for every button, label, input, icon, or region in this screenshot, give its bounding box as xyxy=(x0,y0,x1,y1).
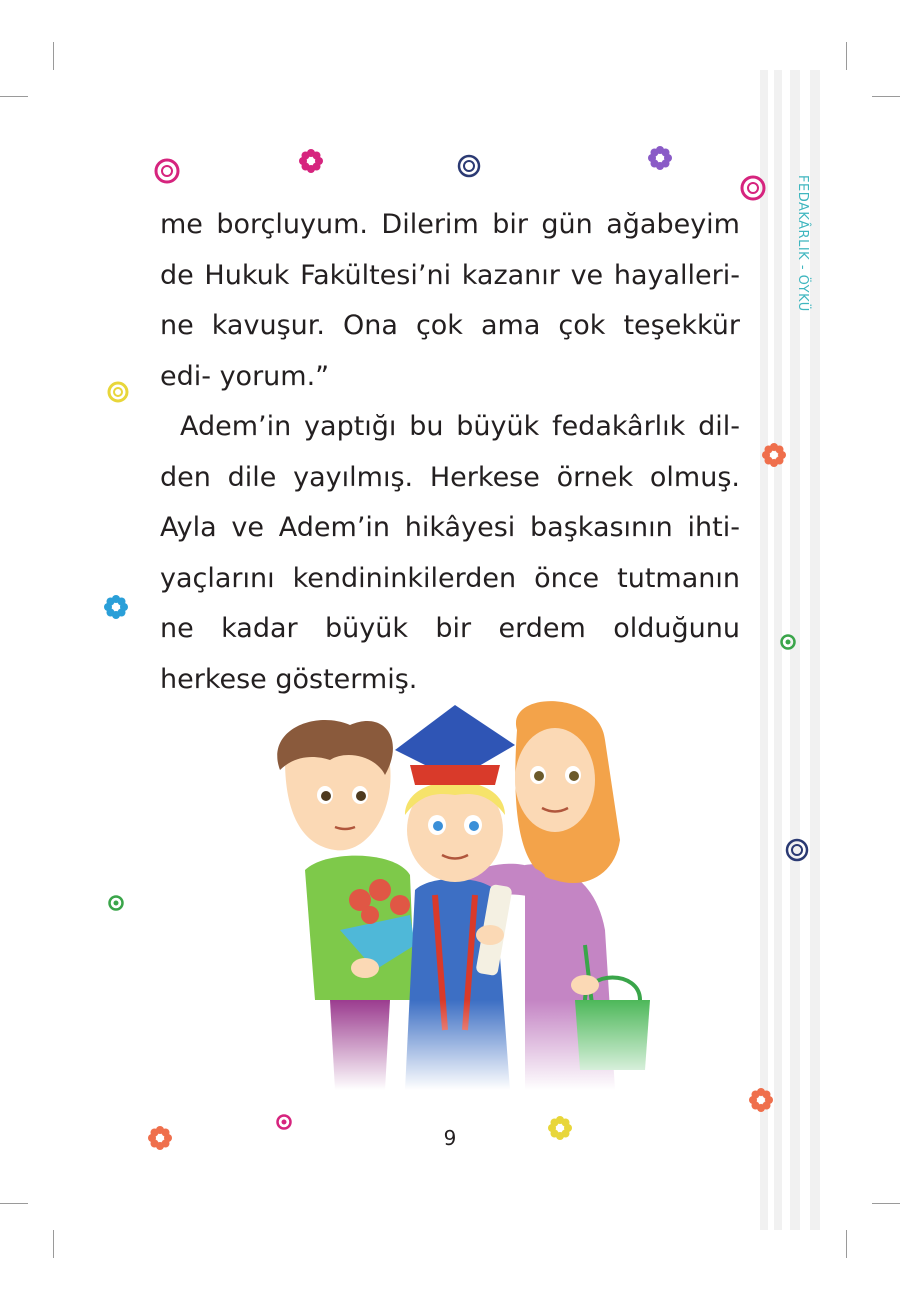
flower-decoration-icon xyxy=(748,1087,774,1113)
crop-mark xyxy=(872,96,900,97)
crop-mark xyxy=(872,1203,900,1204)
story-illustration xyxy=(255,700,655,1090)
page-number: 9 xyxy=(443,1126,457,1150)
crop-mark xyxy=(0,1203,28,1204)
crop-mark xyxy=(53,1230,54,1258)
story-paragraph: me borçluyum. Dilerim bir gün ağabeyim de Hukuk Fakültesi’ni kazanır ve hayalleri- ne kavuşur. Ona çok ama çok teşekkür edi- yorum.” xyxy=(160,209,740,392)
flower-decoration-icon xyxy=(147,1125,173,1151)
ring-decoration-icon xyxy=(778,632,798,652)
story-text xyxy=(160,200,740,705)
flower-decoration-icon xyxy=(298,148,324,174)
ring-decoration-icon xyxy=(106,893,126,913)
crop-mark xyxy=(846,1230,847,1258)
crop-mark xyxy=(0,96,28,97)
flower-decoration-icon xyxy=(647,145,673,171)
ring-decoration-icon xyxy=(783,836,811,864)
flower-decoration-icon xyxy=(547,1115,573,1141)
ring-decoration-icon xyxy=(105,379,131,405)
story-paragraph: Adem’in yaptığı bu büyük fedakârlık dil- den dile yayılmış. Herkese örnek olmuş. Ayla ve Adem’in hikâyesi başkasının ihti- yaçlarını kendininkilerden önce tutmanın ne kadar büyük bir erdem olduğunu herkese göstermiş. xyxy=(160,411,740,695)
ring-decoration-icon xyxy=(274,1112,294,1132)
ring-decoration-icon xyxy=(456,153,482,179)
crop-mark xyxy=(53,42,54,70)
ring-decoration-icon xyxy=(738,173,768,203)
flower-decoration-icon xyxy=(103,594,129,620)
section-label: FEDAKÂRLIK - ÖYKÜ xyxy=(795,175,810,312)
crop-mark xyxy=(846,42,847,70)
ring-decoration-icon xyxy=(152,156,182,186)
flower-decoration-icon xyxy=(761,442,787,468)
